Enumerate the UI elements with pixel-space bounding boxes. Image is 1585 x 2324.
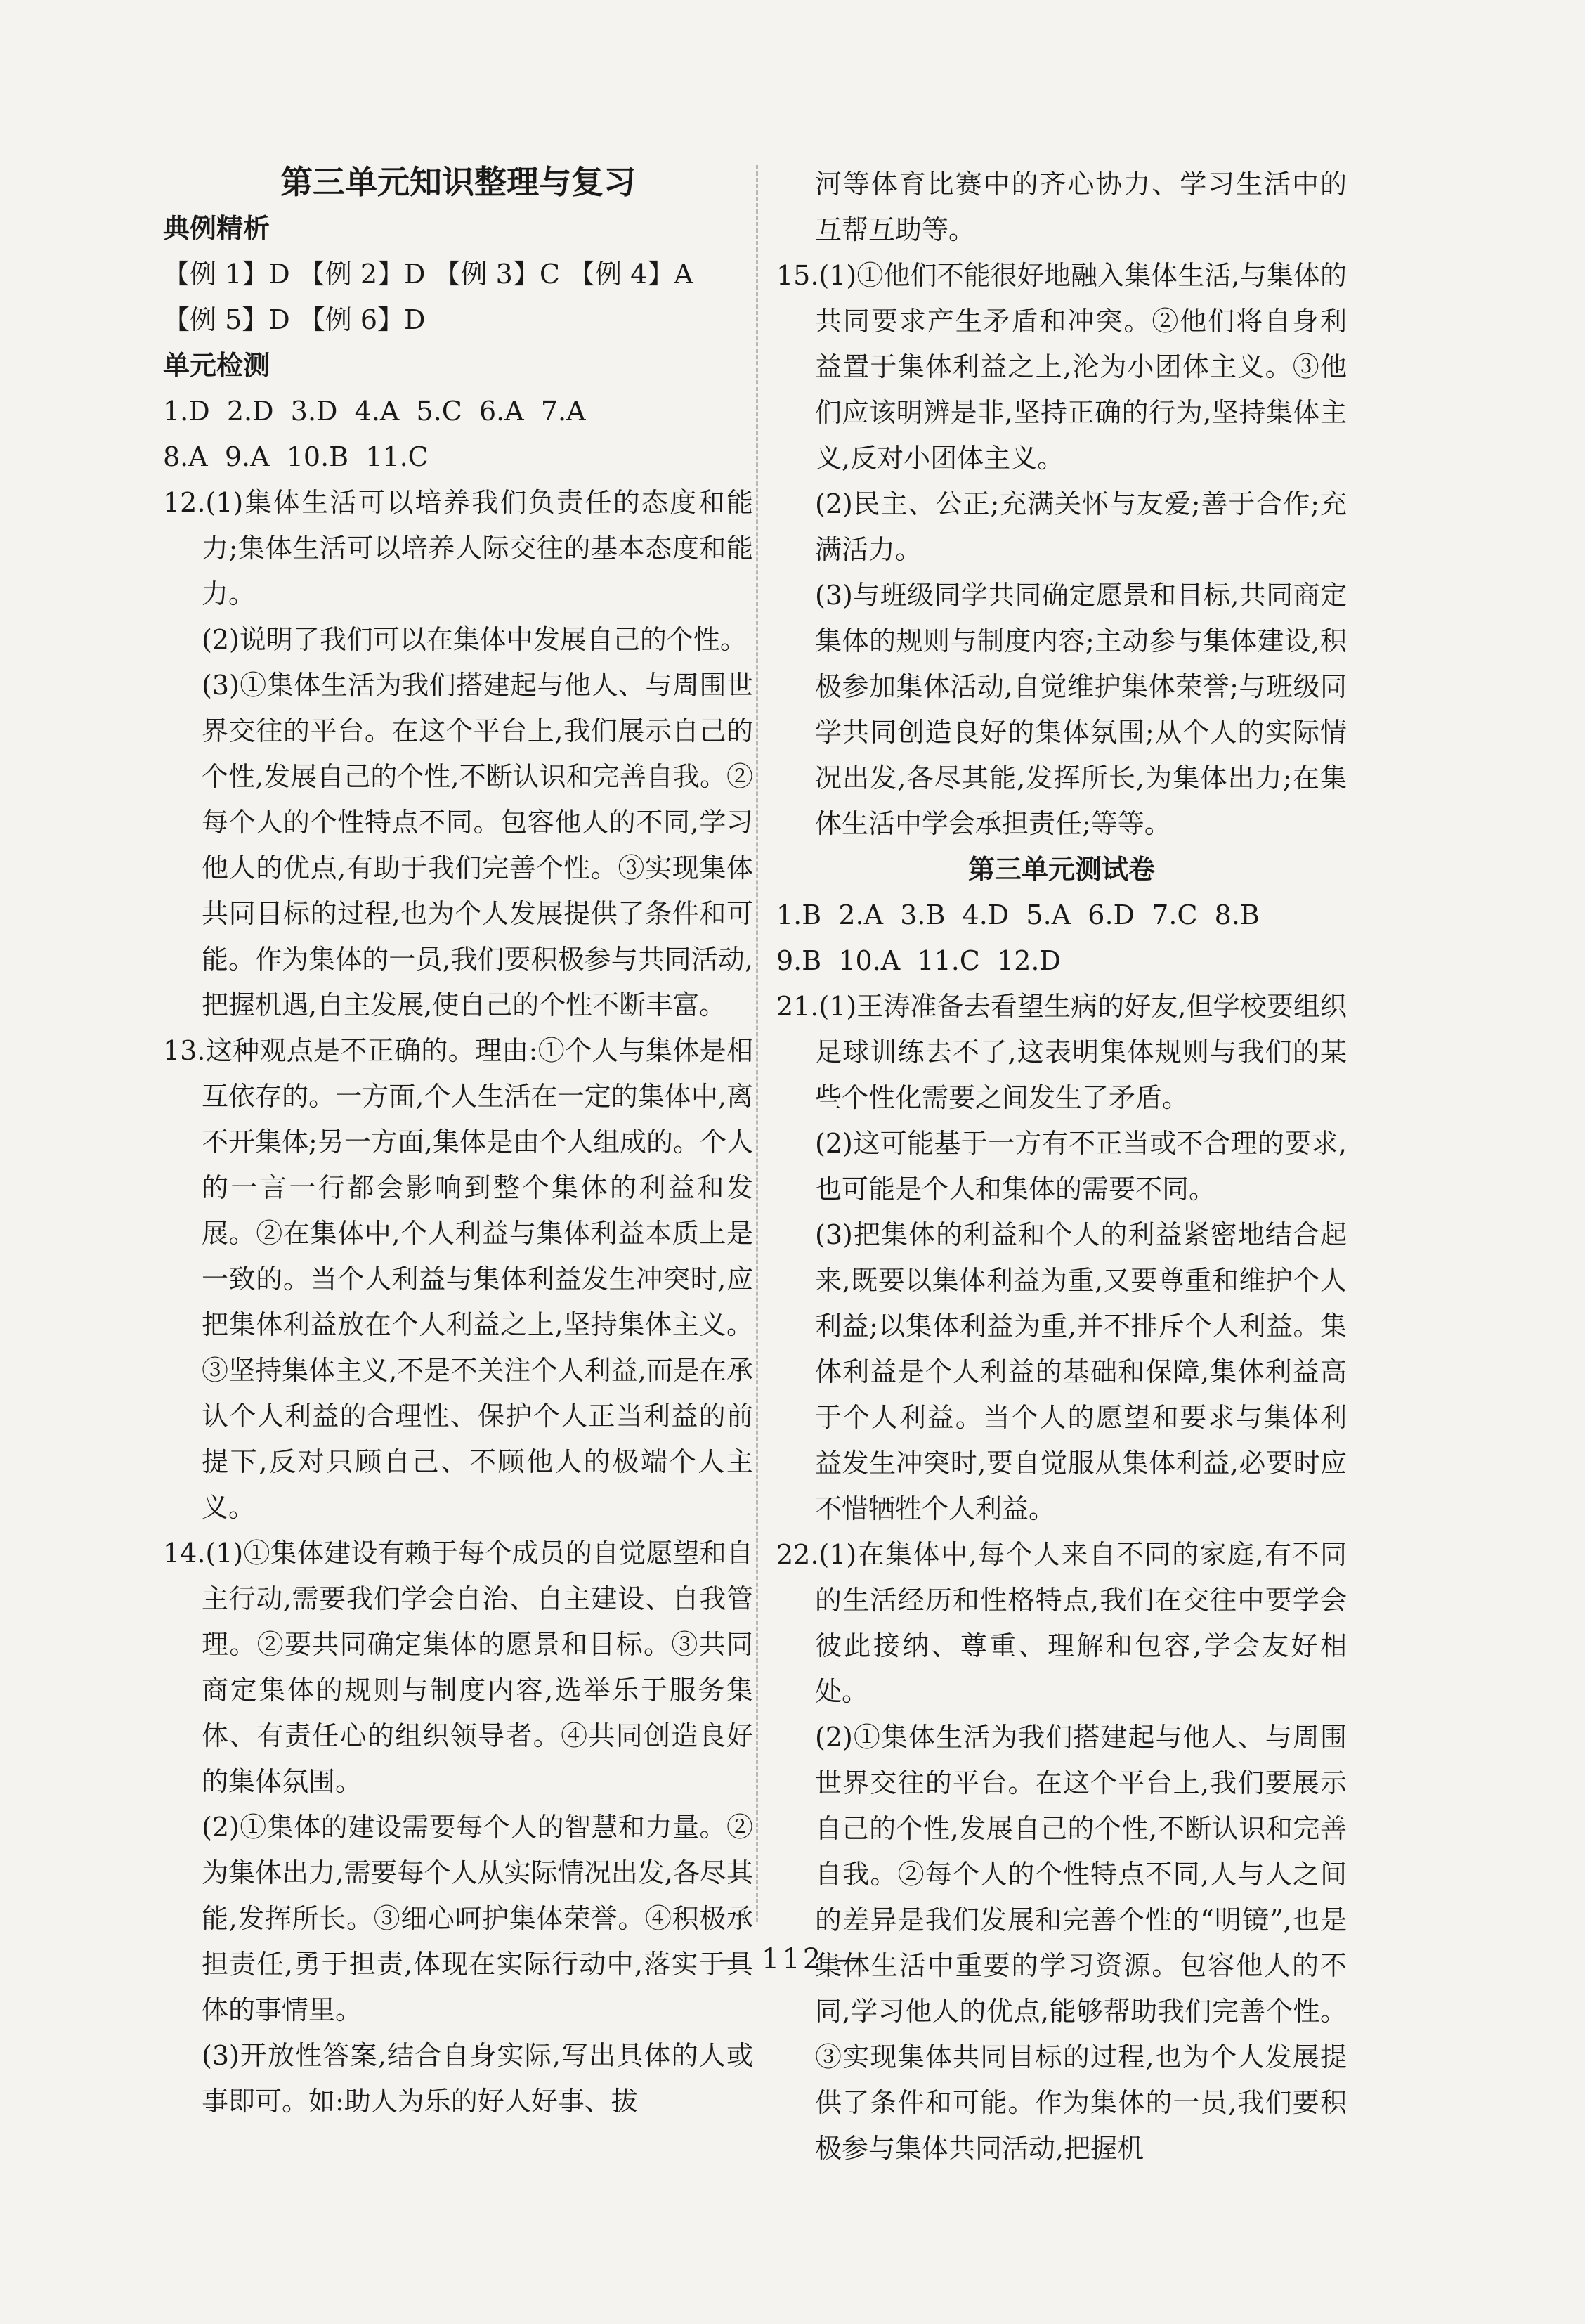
q13-answer: 13.这种观点是不正确的。理由:①个人与集体是相互依存的。一方面,个人生活在一定的集体中,离不开集体;另一方面,集体是由个人组成的。个人的一言一行都会影响到整个集体的利益和发展。②在集体中,个人利益与集体利益本质上是一致的。当个人利益与集体利益发生冲突时,应把集体利益放在个人利益之上,坚持集体主义。③坚持集体主义,不是不关注个人利益,而是在承认个人利益的合理性、保护个人正当利益的前提下,反对只顾自己、不顾他人的极端个人主义。 (163, 1035, 753, 1523)
test-mc-answers-line-2: 9.B 10.A 11.C 12.D (776, 945, 1061, 976)
q22-part-2: (2)①集体生活为我们搭建起与他人、与周围世界交往的平台。在这个平台上,我们要展示自己的个性,发展自己的个性,不断认识和完善自我。②每个人的个性特点不同,人与人之间的差异是我们发展和完善个性的“明镜”,也是集体生活中重要的学习资源。包容他人的不同,学习他人的优点,能够帮助我们完善个性。③实现集体共同目标的过程,也为个人发展提供了条件和可能。作为集体的一员,我们要积极参与集体共同活动,把握机 (815, 1722, 1347, 2164)
q21-part-3: (3)把集体的利益和个人的利益紧密地结合起来,既要以集体利益为重,又要尊重和维护个人利益;以集体利益为重,并不排斥个人利益。集体利益是个人利益的基础和保障,集体利益高于个人利益。当个人的愿望和要求与集体利益发生冲突时,要自觉服从集体利益,必要时应不惜牺牲个人利益。 (815, 1219, 1347, 1524)
q14-part-3-continued: 河等体育比赛中的齐心协力、学习生活中的互帮互助等。 (815, 169, 1347, 245)
q12-part-1: 12.(1)集体生活可以培养我们负责任的态度和能力;集体生活可以培养人际交往的基本态度和能力。 (163, 487, 753, 609)
q12-part-3: (3)①集体生活为我们搭建起与他人、与周围世界交往的平台。在这个平台上,我们展示自己的个性,发展自己的个性,不断认识和完善自我。②每个人的个性特点不同。包容他人的不同,学习他人的优点,有助于我们完善个性。③实现集体共同目标的过程,也为个人发展提供了条件和可能。作为集体的一员,我们要积极参与共同活动,把握机遇,自主发展,使自己的个性不断丰富。 (202, 670, 753, 1020)
examples-answers-line-1: 【例 1】D 【例 2】D 【例 3】C 【例 4】A (163, 259, 693, 290)
q21-part-1: 21.(1)王涛准备去看望生病的好友,但学校要组织足球训练去不了,这表明集体规则与我们的某些个性化需要之间发生了矛盾。 (776, 991, 1347, 1113)
examples-heading: 典例精析 (163, 213, 270, 244)
q21-part-2: (2)这可能基于一方有不正当或不合理的要求,也可能是个人和集体的需要不同。 (815, 1128, 1347, 1205)
q14-part-3: (3)开放性答案,结合自身实际,写出具体的人或事即可。如:助人为乐的好人好事、拔 (202, 2040, 753, 2117)
unit-test-heading: 单元检测 (163, 350, 270, 381)
q14-part-2: (2)①集体的建设需要每个人的智慧和力量。②为集体出力,需要每个人从实际情况出发,各尽其能,发挥所长。③细心呵护集体荣誉。④积极承担责任,勇于担责,体现在实际行动中,落实于具体的事情里。 (202, 1812, 753, 2025)
left-column (163, 158, 753, 2124)
q15-part-2: (2)民主、公正;充满关怀与友爱;善于合作;充满活力。 (815, 488, 1347, 565)
right-column (776, 162, 1347, 2172)
q12-part-2: (2)说明了我们可以在集体中发展自己的个性。 (202, 624, 747, 655)
q14-part-1: 14.(1)①集体建设有赖于每个成员的自觉愿望和自主行动,需要我们学会自治、自主建设、自我管理。②要共同确定集体的愿景和目标。③共同商定集体的规则与制度内容,选举乐于服务集体、有责任心的组织领导者。④共同创造良好的集体氛围。 (163, 1538, 753, 1797)
examples-answers-line-2: 【例 5】D 【例 6】D (163, 304, 426, 335)
q15-part-3: (3)与班级同学共同确定愿景和目标,共同商定集体的规则与制度内容;主动参与集体建设,积极参加集体活动,自觉维护集体荣誉;与班级同学共同创造良好的集体氛围;从个人的实际情况出发,各尽其能,发挥所长,为集体出力;在集体生活中学会承担责任;等等。 (815, 580, 1347, 839)
column-divider (756, 165, 758, 1922)
section-title: 第三单元知识整理与复习 (280, 163, 636, 201)
page-number: — 112 — (719, 1943, 866, 1975)
mc-answers-line-2: 8.A 9.A 10.B 11.C (163, 441, 429, 472)
unit-test-title: 第三单元测试卷 (967, 854, 1155, 885)
q22-part-1: 22.(1)在集体中,每个人来自不同的家庭,有不同的生活经历和性格特点,我们在交往中要学会彼此接纳、尊重、理解和包容,学会友好相处。 (776, 1539, 1347, 1707)
test-mc-answers-line-1: 1.B 2.A 3.B 4.D 5.A 6.D 7.C 8.B (776, 900, 1260, 930)
mc-answers-line-1: 1.D 2.D 3.D 4.A 5.C 6.A 7.A (163, 396, 586, 427)
q15-part-1: 15.(1)①他们不能很好地融入集体生活,与集体的共同要求产生矛盾和冲突。②他们将自身利益置于集体利益之上,沦为小团体主义。③他们应该明辨是非,坚持正确的行为,坚持集体主义,反对小团体主义。 (776, 260, 1347, 474)
